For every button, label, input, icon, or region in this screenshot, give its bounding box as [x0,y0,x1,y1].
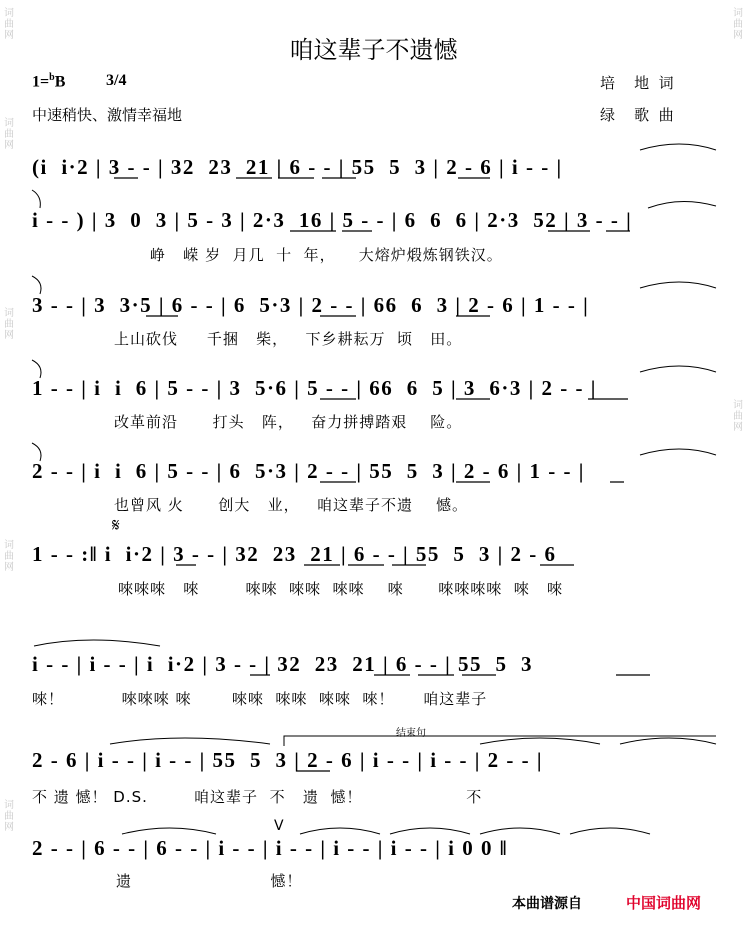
tie-1 [640,144,716,150]
lyrics-row-6: 唻唻唻 唻 唻唻 唻唻 唻唻 唻 唻唻唻唻 唻 唻 [118,580,564,598]
tie-13 [620,738,716,744]
notation-row-2: i - - ) | 3 0 3 | 5 - 3 | 2·3 16 | 5 - - | 6 6 6 | 2·3 52 | 3 - - | [32,208,633,232]
underline-beams [114,178,650,771]
lyricist-credit: 培 地 词 [600,74,674,92]
breath-mark: V [274,818,284,834]
notation-row-7: i - - | i - - | i i·2 | 3 - - | 32 23 21 | 6 - - | 55 5 3 [32,652,534,676]
tempo-marking: 中速稍快、激情幸福地 [32,106,183,124]
wm-4c: 网 [4,562,14,573]
notation-row-9: 2 - - | 6 - - | 6 - - | i - - | i - - | i - - | i - - | i 0 0 ‖ [32,836,509,860]
tie-4 [32,276,41,294]
segno-sign: 𝄋 [112,515,120,536]
source-site-link[interactable]: 中国词曲网 [626,894,702,912]
lyrics-row-4: 改革前沿 打头 阵， 奋力拼搏踏艰 险。 [114,413,463,431]
wm-1a: 词 [4,8,14,19]
notation-row-8: 2 - 6 | i - - | i - - | 55 5 3 | 2 - 6 | i - - | i - - | 2 - - | [32,748,544,772]
composer-credit: 绿 歌 曲 [600,106,674,124]
wm-2c: 网 [4,140,14,151]
wm-5b: 曲 [4,811,14,822]
time-signature: 3/4 [106,72,127,89]
wm-2b: 曲 [4,129,14,140]
tie-3 [648,201,716,208]
tie-10 [34,640,160,646]
notation-row-5: 2 - - | i i 6 | 5 - - | 6 5·3 | 2 - - | 55 5 3 | 2 - 6 | 1 - - | [32,459,585,483]
lyrics-row-8: 不 遗 憾！ D.S. 咱这辈子 不 遗 憾！ 不 [32,788,483,806]
lyrics-row-5: 也曾风 火 创大 业， 咱这辈子不遗 憾。 [114,496,469,514]
tie-15 [300,828,380,834]
tie-8 [32,443,41,461]
tie-17 [480,828,560,834]
song-title: 咱这辈子不遗憾 [289,36,458,64]
wm-7c: 网 [733,422,743,433]
lyrics-row-2: 峥 嵘 岁 月几 十 年， 大熔炉煅炼钢铁汉。 [150,246,503,264]
tie-6 [32,360,41,378]
wm-2a: 词 [4,118,14,129]
lyrics-row-9: 遗 憾！ [116,872,303,890]
wm-6a: 词 [733,8,743,19]
tie-16 [390,828,470,834]
wm-3a: 词 [4,308,14,319]
wm-4b: 曲 [4,551,14,562]
tie-2 [32,190,40,208]
wm-1c: 网 [4,30,14,41]
ending-label: 结束句 [396,728,426,739]
wm-5a: 词 [4,800,14,811]
lyrics-row-7: 唻！ 唻唻唻 唻 唻唻 唻唻 唻唻 唻！ 咱这辈子 [32,690,488,708]
wm-3c: 网 [4,330,14,341]
wm-6b: 曲 [733,19,743,30]
wm-7a: 词 [733,400,743,411]
wm-1b: 曲 [4,19,14,30]
tie-12 [480,738,600,744]
source-label: 本曲谱源自 [512,896,582,912]
slur-ties [32,144,716,834]
lyrics-row-3: 上山砍伐 千捆 柴， 下乡耕耘万 顷 田。 [114,330,463,348]
key-flat: b [49,72,55,83]
wm-5c: 网 [4,822,14,833]
tie-5 [640,282,716,288]
notation-row-6: 1 - - :‖ i i·2 | 3 - - | 32 23 21 | 6 - - | 55 5 3 | 2 - 6 [32,542,557,566]
tie-18 [570,828,650,834]
tie-14 [122,828,216,834]
key-prefix: 1= [32,73,50,91]
wm-6c: 网 [733,30,743,41]
notation-row-1: (i i·2 | 3 - - | 32 23 21 | 6 - - | 55 5 3 | 2 - 6 | i - - | [32,155,563,179]
key-note: B [54,73,66,91]
wm-3b: 曲 [4,319,14,330]
tie-7 [640,366,716,372]
wm-4a: 词 [4,540,14,551]
notation-row-4: 1 - - | i i 6 | 5 - - | 3 5·6 | 5 - - | 66 6 5 | 3 6·3 | 2 - - | [32,376,597,400]
wm-7b: 曲 [733,411,743,422]
tie-9 [640,449,716,455]
notation-row-3: 3 - - | 3 3·5 | 6 - - | 6 5·3 | 2 - - | 66 6 3 | 2 - 6 | 1 - - | [32,293,590,317]
tie-11 [110,738,270,744]
